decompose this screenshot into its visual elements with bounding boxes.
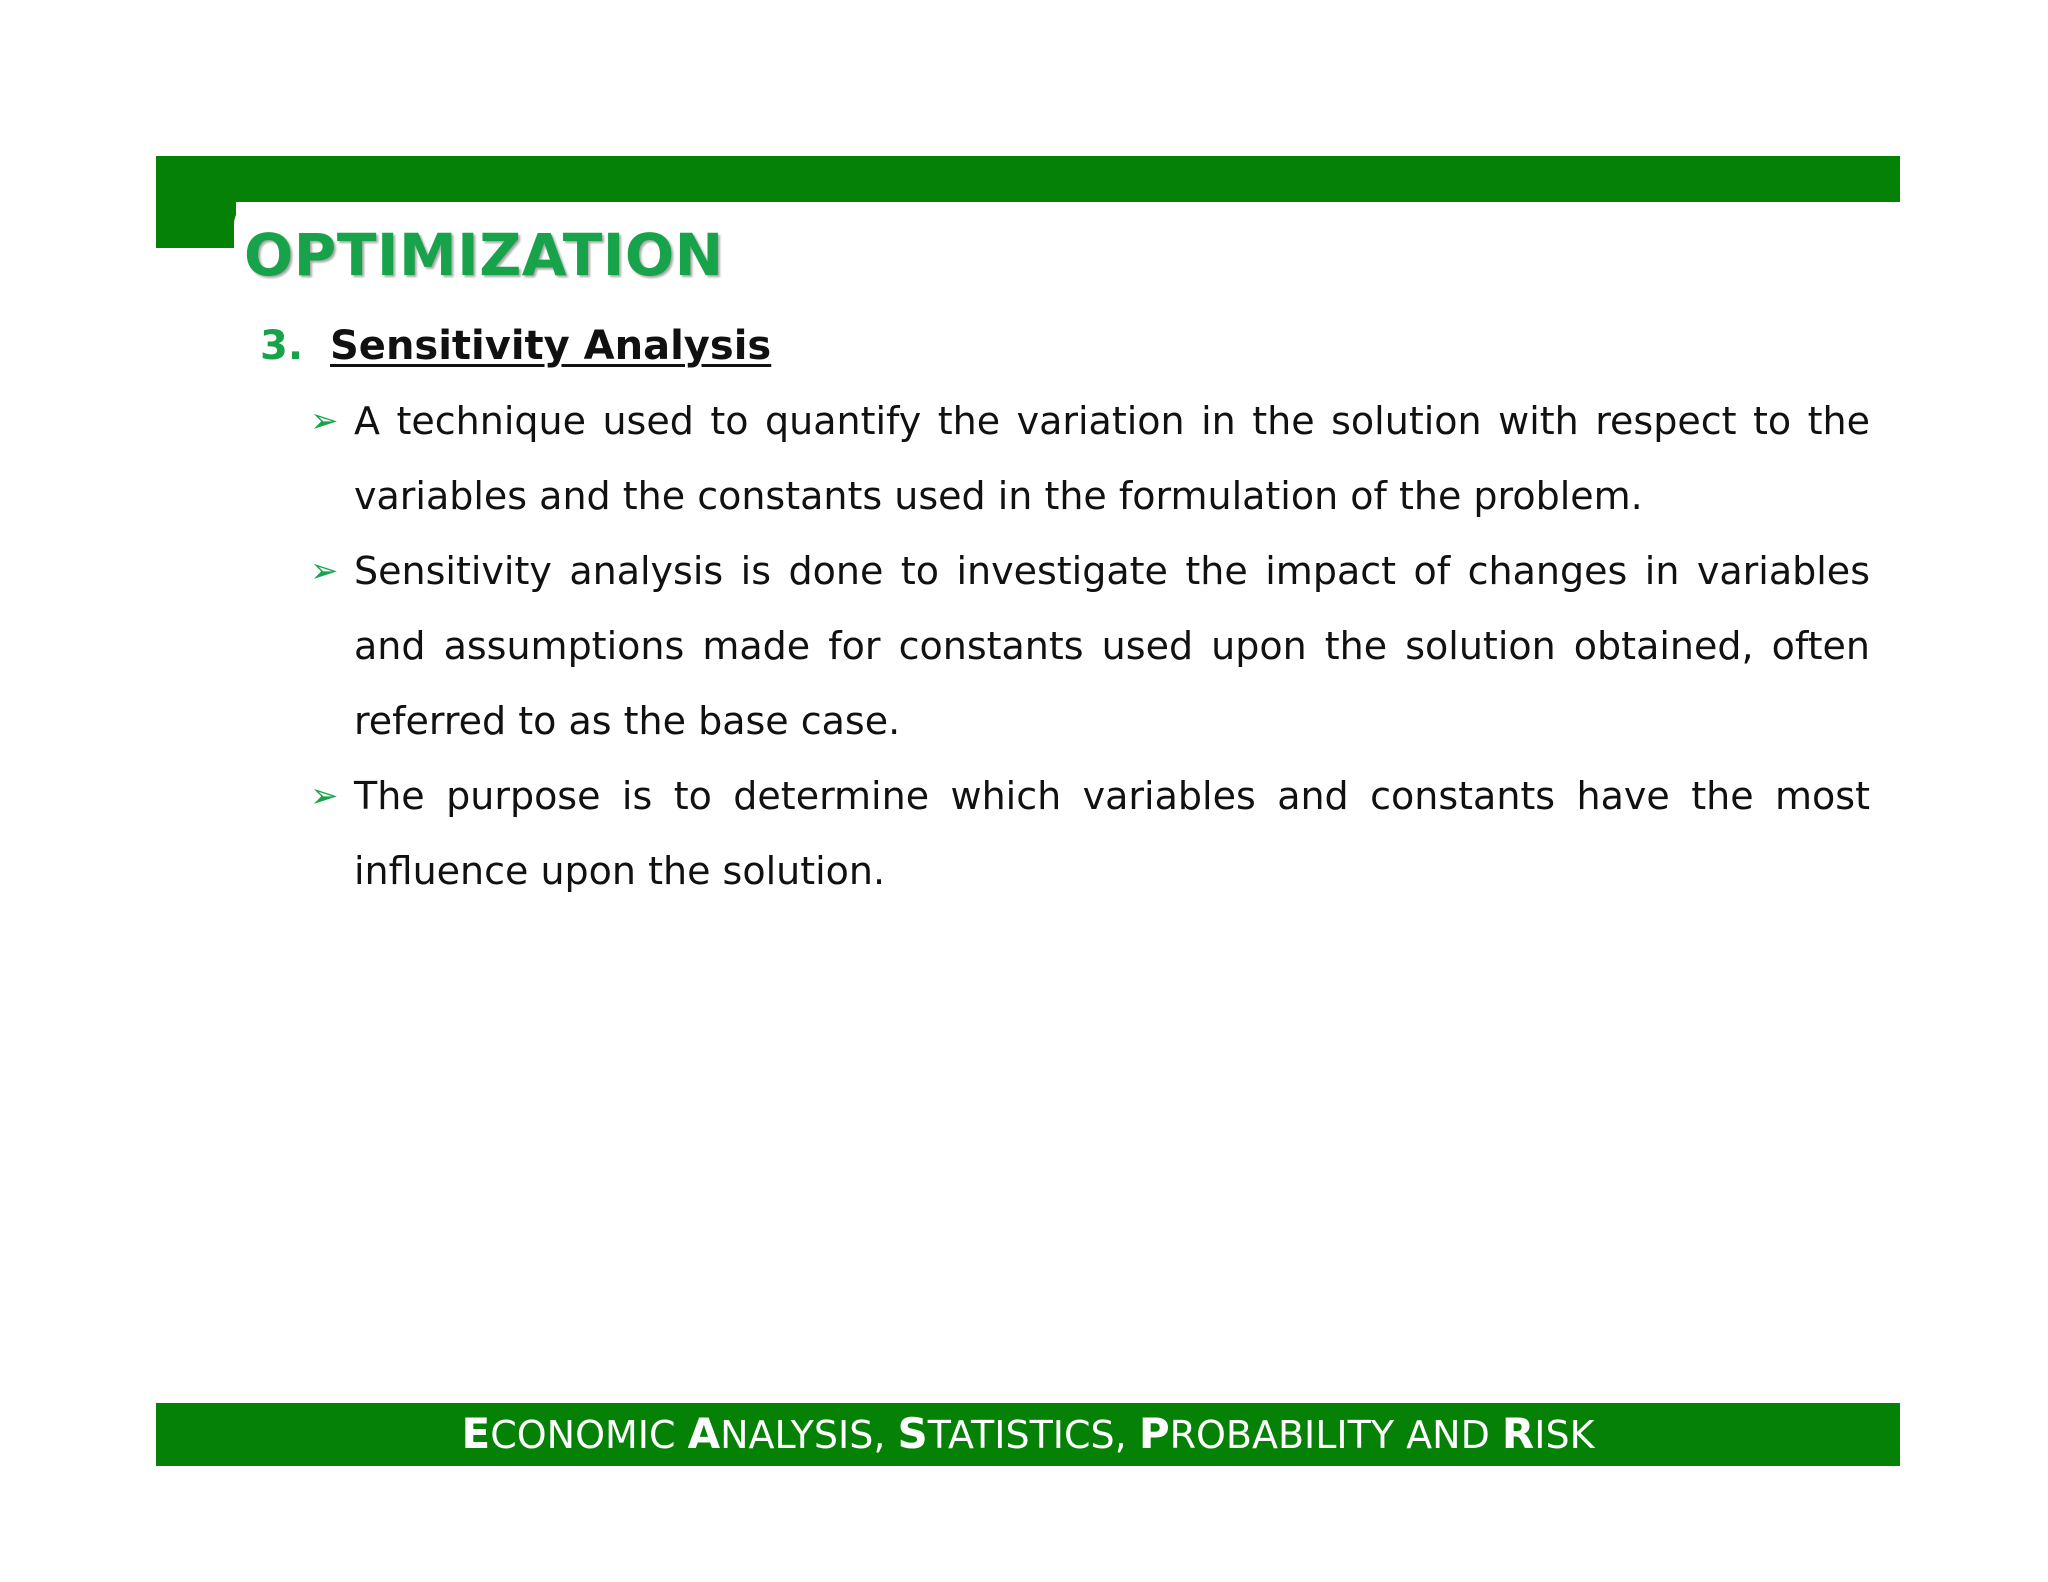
- footer-course-title: [462, 1402, 1595, 1467]
- footer-word: ISK: [1534, 1413, 1595, 1457]
- footer-initial: S: [897, 1409, 928, 1458]
- section-heading: [260, 320, 771, 372]
- footer-word: CONOMIC: [490, 1413, 688, 1457]
- bullet-text: The purpose is to determine which variables and constants have the most influence upon the solution.: [354, 774, 1870, 893]
- section-label: Sensitivity Analysis: [330, 323, 772, 369]
- arrow-bullet-icon: ➢: [310, 551, 339, 591]
- bullet-text: Sensitivity analysis is done to investigate the impact of changes in variables and assumptions made for constants used upon the solution obtained, often referred to as the base case.: [354, 549, 1870, 743]
- bullet-item: [310, 534, 1870, 759]
- bullet-item: [310, 384, 1870, 534]
- bullet-list: [310, 384, 1870, 909]
- section-number: 3.: [260, 323, 304, 369]
- arrow-bullet-icon: ➢: [310, 401, 339, 441]
- footer-initial: R: [1501, 1409, 1535, 1458]
- bullet-text: A technique used to quantify the variation in the solution with respect to the variables and the constants used in the formulation of the problem.: [354, 399, 1870, 518]
- slide-title: OPTIMIZATION: [244, 221, 724, 289]
- footer-initial: A: [687, 1409, 721, 1458]
- footer-bar: [156, 1403, 1900, 1466]
- bullet-item: [310, 759, 1870, 909]
- header-bar-tab: [156, 200, 236, 248]
- footer-word: TATISTICS,: [927, 1413, 1139, 1457]
- footer-initial: E: [461, 1409, 491, 1458]
- footer-word: NALYSIS,: [720, 1413, 898, 1457]
- footer-initial: P: [1138, 1409, 1170, 1458]
- arrow-bullet-icon: ➢: [310, 776, 339, 816]
- header-bar: [156, 156, 1900, 202]
- footer-word: ROBABILITY AND: [1169, 1413, 1502, 1457]
